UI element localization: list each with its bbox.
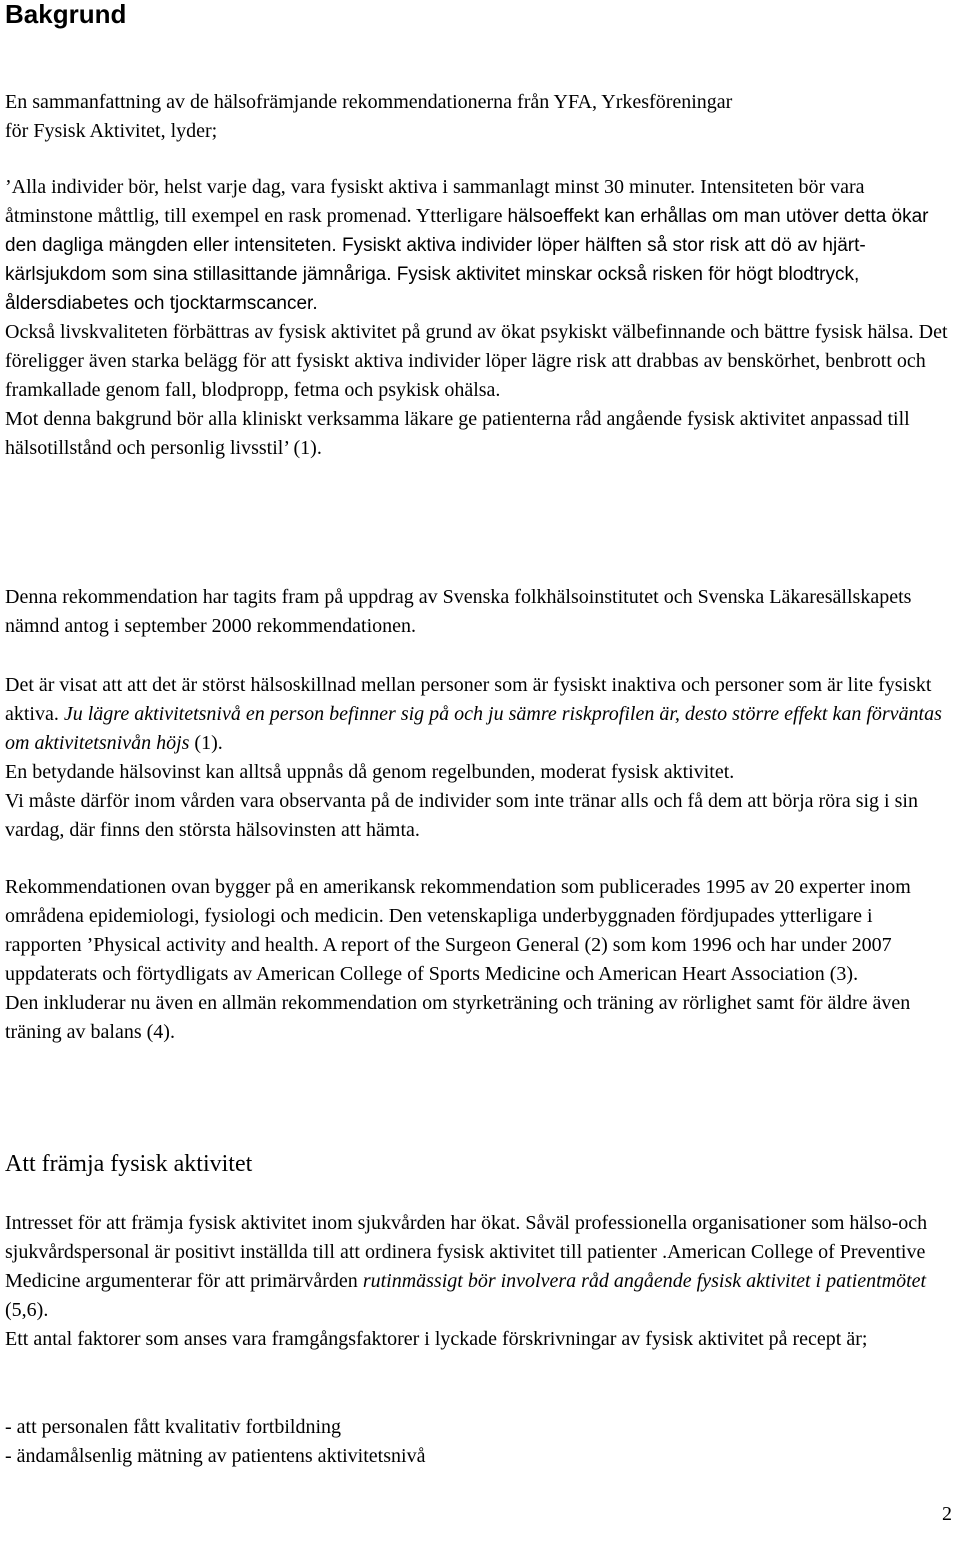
quote-paragraph-2: Också livskvaliteten förbättras av fysisk aktivitet på grund av ökat psykiskt välbefinnande och bättre fysisk hälsa. Det föreligger även starka belägg för att fysiskt aktiva individer löper lägre risk att drabbas av benskörhet, benbrott och framkallade genom fall, blodpropp, fetma och psykisk ohälsa.	[5, 321, 948, 401]
page-number: 2	[942, 1503, 952, 1525]
section-ref: (5,6).	[5, 1299, 49, 1321]
page-title: Bakgrund	[5, 0, 127, 29]
list-item: - att personalen fått kvalitativ fortbildning	[5, 1416, 342, 1438]
intro-line-1: En sammanfattning av de hälsofrämjande rekommendationerna från YFA, Yrkesföreningar	[5, 91, 733, 113]
evidence-text-a: Det är visat att att det är störst hälsoskillnad mellan personer som är fysiskt inaktiva och personer som är lite fysiskt aktiva.	[5, 674, 932, 725]
section-text-a: Intresset för att främja fysisk aktivitet inom sjukvården har ökat. Såväl professionella organisationer som hälso-och sjukvårdspersonal är positivt inställda till att ordinera fysisk aktivitet till patienter .American College of Preventive Medicine argumenterar för att primärvården	[5, 1212, 928, 1292]
list-item: - ändamålsenlig mätning av patientens aktivitetsnivå	[5, 1445, 426, 1467]
quote-paragraph-1	[5, 173, 950, 318]
intro-line-2: för Fysisk Aktivitet, lyder;	[5, 120, 218, 142]
background-paragraph	[5, 873, 950, 1047]
section-heading: Att främja fysisk aktivitet	[5, 1151, 253, 1177]
commission-text: Denna rekommendation har tagits fram på uppdrag av Svenska folkhälsoinstitutet och Svenska Läkaresällskapets nämnd antog i september 2000 rekommendationen.	[5, 586, 912, 637]
evidence-paragraph-1	[5, 671, 950, 758]
background-paragraph-2: Den inkluderar nu även en allmän rekommendation om styrketräning och träning av rörlighet samt för äldre även träning av balans (4).	[5, 992, 911, 1043]
evidence-ref: (1).	[189, 732, 223, 754]
commission-paragraph	[5, 583, 950, 641]
section-paragraph-1	[5, 1209, 950, 1325]
evidence-paragraph	[5, 671, 950, 845]
quote-text-a: ’Alla individer bör, helst varje dag, vara fysiskt aktiva i sammanlagt minst 30 minuter. Intensiteten bör vara åtminstone måttlig, till exempel en rask promenad. Ytterligare	[5, 176, 865, 227]
quote-paragraph-3: Mot denna bakgrund bör alla kliniskt verksamma läkare ge patienterna råd angående fysisk aktivitet anpassad till hälsotillstånd och personlig livsstil’ (1).	[5, 408, 910, 459]
quote-text-b: hälsoeffekt kan erhållas om man utöver detta ökar den dagliga mängden eller intensiteten. Fysiskt aktiva individer löper hälften så stor risk att dö av hjärt-kärlsjukdom som sina stillasittande jämnåriga.	[5, 206, 929, 285]
intro-paragraph	[5, 88, 950, 146]
evidence-paragraph-2: En betydande hälsovinst kan alltså uppnås då genom regelbunden, moderat fysisk aktivitet.	[5, 761, 735, 783]
section-paragraph-2: Ett antal faktorer som anses vara framgångsfaktorer i lyckade förskrivningar av fysisk aktivitet på recept är;	[5, 1328, 868, 1350]
section-body	[5, 1209, 950, 1354]
evidence-paragraph-3: Vi måste därför inom vården vara observanta på de individer som inte tränar alls och få dem att börja röra sig i sin vardag, där finns den största hälsovinsten att hämta.	[5, 790, 918, 841]
quote-block	[5, 173, 950, 463]
quote-text-c: Fysisk aktivitet minskar också risken för högt blodtryck, åldersdiabetes och tjocktarmscancer.	[5, 264, 860, 314]
evidence-italic: Ju lägre aktivitetsnivå en person befinner sig på och ju sämre riskprofilen är, desto större effekt kan förväntas om aktivitetsnivån höjs	[5, 703, 942, 754]
factor-list	[5, 1413, 950, 1471]
section-italic: rutinmässigt bör involvera råd angående fysisk aktivitet i patientmötet	[362, 1270, 927, 1292]
background-paragraph-1: Rekommendationen ovan bygger på en amerikansk rekommendation som publicerades 1995 av 20 experter inom områdena epidemiologi, fysiologi och medicin. Den vetenskapliga underbyggnaden fördjupades ytterligare i rapporten ’Physical activity and health. A report of the Surgeon General (2) som kom 1996 och har under 2007 uppdaterats och förtydligats av American College of Sports Medicine och American Heart Association (3).	[5, 876, 911, 985]
